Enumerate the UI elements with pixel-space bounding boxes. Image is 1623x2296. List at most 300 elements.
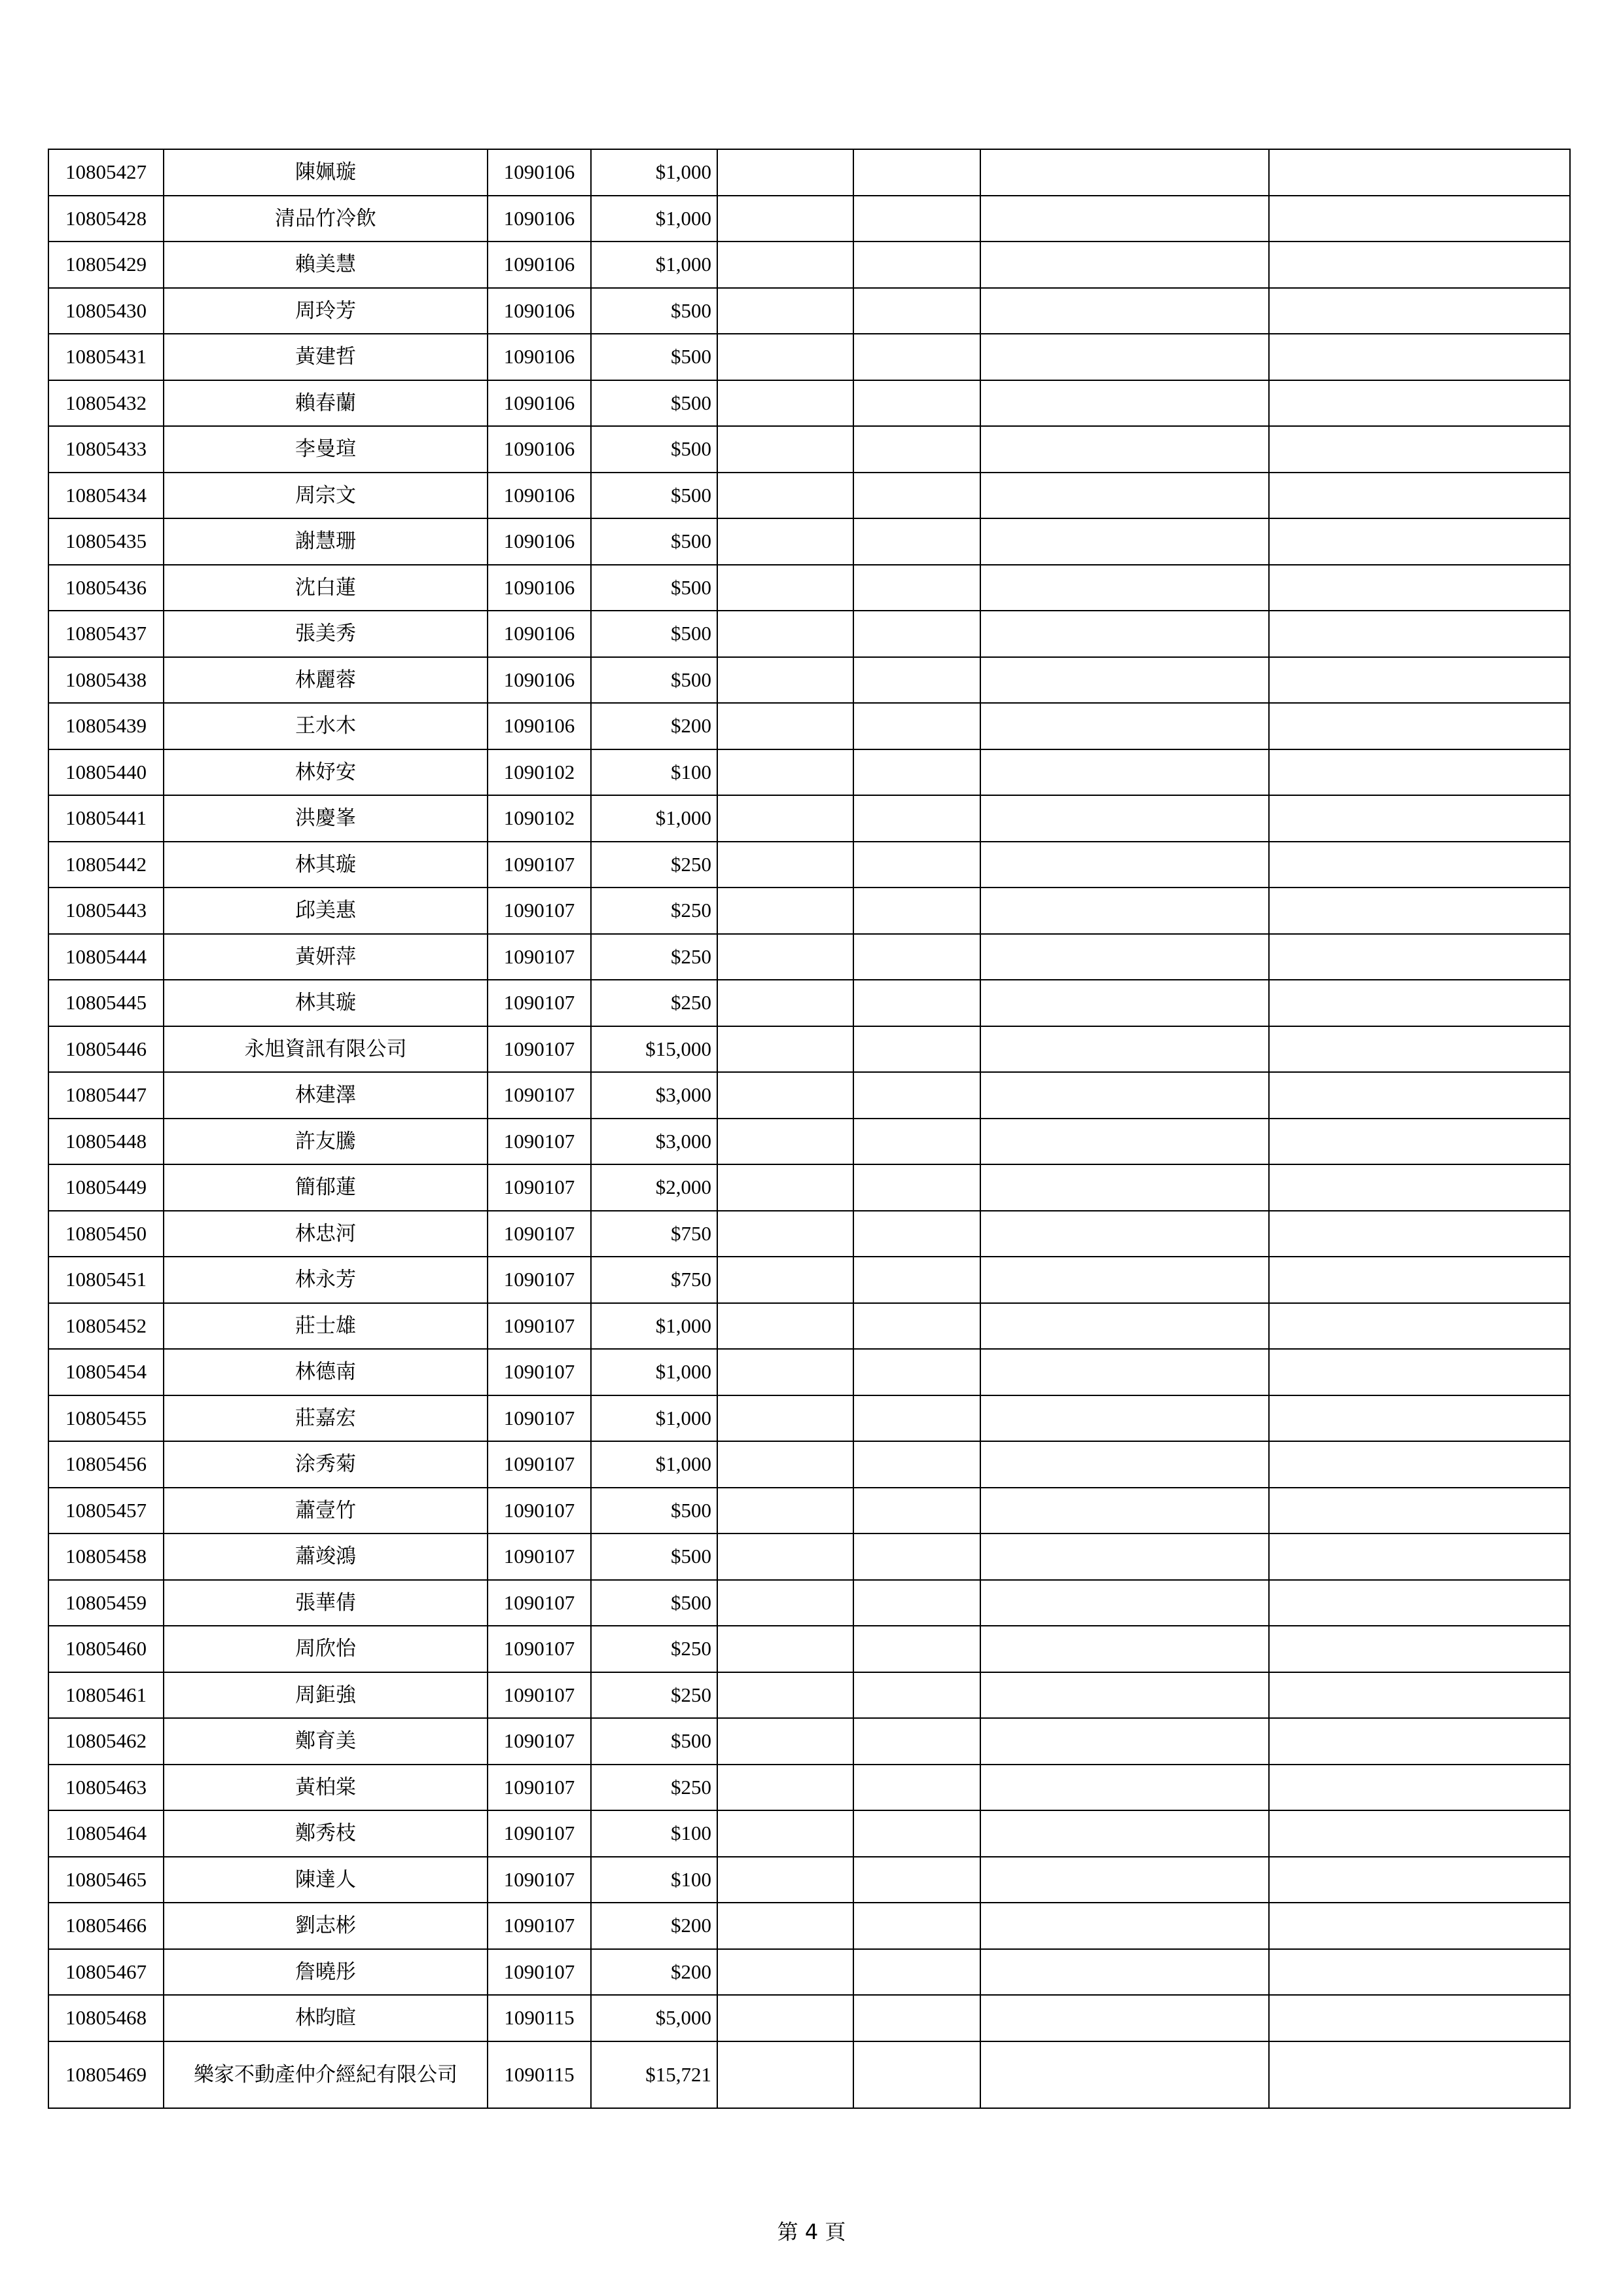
empty-cell [980, 1857, 1269, 1903]
receipt-number-cell: 10805454 [48, 1349, 164, 1395]
empty-cell [1269, 1488, 1570, 1534]
amount-cell: $100 [591, 749, 717, 796]
donor-name-cell: 沈白蓮 [164, 565, 488, 611]
date-cell: 1090106 [488, 426, 591, 473]
empty-cell [1269, 749, 1570, 796]
empty-cell [853, 1810, 980, 1857]
empty-cell [853, 1488, 980, 1534]
empty-cell [1269, 518, 1570, 565]
date-cell: 1090115 [488, 1995, 591, 2041]
donor-name-cell: 李曼瑄 [164, 426, 488, 473]
empty-cell [853, 1026, 980, 1073]
date-cell: 1090106 [488, 657, 591, 704]
empty-cell [717, 565, 853, 611]
table-row [48, 242, 1570, 288]
receipt-number-cell: 10805438 [48, 657, 164, 704]
date-cell: 1090107 [488, 1949, 591, 1996]
date-cell: 1090107 [488, 1441, 591, 1488]
date-cell: 1090107 [488, 1580, 591, 1626]
empty-cell [1269, 1903, 1570, 1949]
date-cell: 1090107 [488, 1718, 591, 1765]
date-cell: 1090107 [488, 980, 591, 1026]
empty-cell [980, 888, 1269, 934]
empty-cell [1269, 980, 1570, 1026]
empty-cell [980, 749, 1269, 796]
empty-cell [853, 1718, 980, 1765]
date-cell: 1090106 [488, 473, 591, 519]
empty-cell [1269, 1580, 1570, 1626]
receipt-number-cell: 10805428 [48, 196, 164, 242]
empty-cell [853, 1441, 980, 1488]
empty-cell [980, 934, 1269, 980]
empty-cell [717, 657, 853, 704]
empty-cell [980, 334, 1269, 380]
empty-cell [1269, 1395, 1570, 1442]
donor-name-cell: 賴春蘭 [164, 380, 488, 427]
donor-name-cell: 周鉅強 [164, 1672, 488, 1719]
empty-cell [1269, 795, 1570, 842]
empty-cell [980, 1765, 1269, 1811]
empty-cell [980, 1718, 1269, 1765]
empty-cell [853, 1626, 980, 1672]
receipt-number-cell: 10805466 [48, 1903, 164, 1949]
date-cell: 1090107 [488, 1349, 591, 1395]
donor-name-cell: 永旭資訊有限公司 [164, 1026, 488, 1073]
empty-cell [980, 1257, 1269, 1303]
donor-name-cell: 林建澤 [164, 1072, 488, 1119]
donor-name-cell: 林麗蓉 [164, 657, 488, 704]
empty-cell [980, 1211, 1269, 1257]
amount-cell: $250 [591, 842, 717, 888]
empty-cell [853, 334, 980, 380]
receipt-number-cell: 10805436 [48, 565, 164, 611]
empty-cell [853, 1164, 980, 1211]
receipt-number-cell: 10805468 [48, 1995, 164, 2041]
empty-cell [980, 1119, 1269, 1165]
empty-cell [717, 1672, 853, 1719]
receipt-number-cell: 10805457 [48, 1488, 164, 1534]
empty-cell [717, 795, 853, 842]
receipt-number-cell: 10805459 [48, 1580, 164, 1626]
empty-cell [980, 1488, 1269, 1534]
amount-cell: $250 [591, 980, 717, 1026]
table-row [48, 149, 1570, 196]
empty-cell [980, 380, 1269, 427]
donor-name-cell: 蕭竣鴻 [164, 1534, 488, 1580]
receipt-number-cell: 10805442 [48, 842, 164, 888]
receipt-number-cell: 10805435 [48, 518, 164, 565]
empty-cell [853, 1303, 980, 1350]
empty-cell [853, 1349, 980, 1395]
empty-cell [853, 888, 980, 934]
donor-name-cell: 林德南 [164, 1349, 488, 1395]
empty-cell [717, 1072, 853, 1119]
amount-cell: $750 [591, 1211, 717, 1257]
empty-cell [1269, 657, 1570, 704]
amount-cell: $750 [591, 1257, 717, 1303]
table-body [48, 149, 1570, 2108]
empty-cell [717, 980, 853, 1026]
date-cell: 1090107 [488, 1534, 591, 1580]
table-row [48, 1626, 1570, 1672]
receipt-number-cell: 10805443 [48, 888, 164, 934]
empty-cell [980, 565, 1269, 611]
empty-cell [853, 196, 980, 242]
receipt-number-cell: 10805450 [48, 1211, 164, 1257]
table-row [48, 1903, 1570, 1949]
donor-name-cell: 黃妍萍 [164, 934, 488, 980]
empty-cell [717, 1211, 853, 1257]
empty-cell [853, 1765, 980, 1811]
date-cell: 1090106 [488, 334, 591, 380]
donor-name-cell: 謝慧珊 [164, 518, 488, 565]
donor-name-cell: 林昀暄 [164, 1995, 488, 2041]
donor-name-cell: 周欣怡 [164, 1626, 488, 1672]
donor-name-cell: 周宗文 [164, 473, 488, 519]
empty-cell [980, 1303, 1269, 1350]
donor-name-cell: 王水木 [164, 703, 488, 749]
empty-cell [853, 611, 980, 657]
receipt-number-cell: 10805449 [48, 1164, 164, 1211]
empty-cell [1269, 1626, 1570, 1672]
receipt-number-cell: 10805467 [48, 1949, 164, 1996]
donor-name-cell: 林其璇 [164, 842, 488, 888]
empty-cell [853, 242, 980, 288]
donor-name-cell: 洪慶峯 [164, 795, 488, 842]
empty-cell [717, 334, 853, 380]
empty-cell [1269, 1534, 1570, 1580]
receipt-number-cell: 10805430 [48, 288, 164, 334]
empty-cell [717, 749, 853, 796]
empty-cell [853, 1119, 980, 1165]
empty-cell [980, 1626, 1269, 1672]
date-cell: 1090107 [488, 934, 591, 980]
date-cell: 1090107 [488, 1672, 591, 1719]
receipt-number-cell: 10805444 [48, 934, 164, 980]
table-row [48, 1349, 1570, 1395]
amount-cell: $100 [591, 1857, 717, 1903]
empty-cell [853, 1534, 980, 1580]
empty-cell [853, 657, 980, 704]
empty-cell [980, 1949, 1269, 1996]
donor-name-cell: 賴美慧 [164, 242, 488, 288]
receipt-number-cell: 10805441 [48, 795, 164, 842]
date-cell: 1090106 [488, 703, 591, 749]
table-row [48, 380, 1570, 427]
donor-name-cell: 清品竹冷飲 [164, 196, 488, 242]
empty-cell [853, 565, 980, 611]
donation-table [48, 149, 1571, 2109]
empty-cell [980, 1026, 1269, 1073]
donor-name-cell: 黃柏棠 [164, 1765, 488, 1811]
table-row [48, 1303, 1570, 1350]
donor-name-cell: 鄭育美 [164, 1718, 488, 1765]
empty-cell [1269, 1672, 1570, 1719]
receipt-number-cell: 10805440 [48, 749, 164, 796]
empty-cell [853, 1903, 980, 1949]
date-cell: 1090106 [488, 288, 591, 334]
empty-cell [853, 1072, 980, 1119]
table-row [48, 1164, 1570, 1211]
date-cell: 1090107 [488, 1257, 591, 1303]
empty-cell [980, 1164, 1269, 1211]
receipt-number-cell: 10805439 [48, 703, 164, 749]
empty-cell [853, 518, 980, 565]
amount-cell: $1,000 [591, 1395, 717, 1442]
receipt-number-cell: 10805464 [48, 1810, 164, 1857]
empty-cell [717, 1903, 853, 1949]
empty-cell [1269, 934, 1570, 980]
empty-cell [717, 842, 853, 888]
empty-cell [717, 242, 853, 288]
amount-cell: $500 [591, 1488, 717, 1534]
empty-cell [717, 1718, 853, 1765]
empty-cell [980, 703, 1269, 749]
empty-cell [980, 1349, 1269, 1395]
date-cell: 1090107 [488, 1303, 591, 1350]
empty-cell [717, 1395, 853, 1442]
empty-cell [980, 1672, 1269, 1719]
empty-cell [717, 1995, 853, 2041]
empty-cell [717, 888, 853, 934]
empty-cell [853, 2041, 980, 2108]
amount-cell: $1,000 [591, 149, 717, 196]
empty-cell [1269, 1857, 1570, 1903]
empty-cell [853, 749, 980, 796]
empty-cell [980, 1072, 1269, 1119]
empty-cell [717, 1810, 853, 1857]
empty-cell [1269, 334, 1570, 380]
empty-cell [980, 1995, 1269, 2041]
date-cell: 1090106 [488, 149, 591, 196]
table-row [48, 1395, 1570, 1442]
empty-cell [717, 1349, 853, 1395]
donor-name-cell: 林其璇 [164, 980, 488, 1026]
empty-cell [1269, 1349, 1570, 1395]
amount-cell: $500 [591, 518, 717, 565]
amount-cell: $500 [591, 473, 717, 519]
receipt-number-cell: 10805431 [48, 334, 164, 380]
receipt-number-cell: 10805456 [48, 1441, 164, 1488]
empty-cell [853, 1580, 980, 1626]
date-cell: 1090107 [488, 888, 591, 934]
empty-cell [980, 1580, 1269, 1626]
table-row [48, 795, 1570, 842]
empty-cell [980, 242, 1269, 288]
amount-cell: $3,000 [591, 1119, 717, 1165]
amount-cell: $250 [591, 1765, 717, 1811]
empty-cell [717, 611, 853, 657]
table-row [48, 473, 1570, 519]
amount-cell: $200 [591, 703, 717, 749]
table-row [48, 2041, 1570, 2108]
empty-cell [853, 380, 980, 427]
donor-name-cell: 涂秀菊 [164, 1441, 488, 1488]
donor-name-cell: 林妤安 [164, 749, 488, 796]
empty-cell [980, 1534, 1269, 1580]
empty-cell [853, 703, 980, 749]
empty-cell [717, 1026, 853, 1073]
table-row [48, 1211, 1570, 1257]
empty-cell [717, 1580, 853, 1626]
table-row [48, 980, 1570, 1026]
donor-name-cell: 劉志彬 [164, 1903, 488, 1949]
date-cell: 1090107 [488, 1211, 591, 1257]
receipt-number-cell: 10805448 [48, 1119, 164, 1165]
table-row [48, 1857, 1570, 1903]
document-page [48, 149, 1569, 2109]
empty-cell [980, 149, 1269, 196]
amount-cell: $250 [591, 934, 717, 980]
donor-name-cell: 邱美惠 [164, 888, 488, 934]
empty-cell [853, 842, 980, 888]
amount-cell: $500 [591, 611, 717, 657]
table-row [48, 1672, 1570, 1719]
empty-cell [980, 1903, 1269, 1949]
amount-cell: $200 [591, 1949, 717, 1996]
empty-cell [980, 1810, 1269, 1857]
empty-cell [853, 1857, 980, 1903]
amount-cell: $1,000 [591, 1303, 717, 1350]
donor-name-cell: 詹曉彤 [164, 1949, 488, 1996]
table-row [48, 1580, 1570, 1626]
empty-cell [717, 380, 853, 427]
empty-cell [853, 1257, 980, 1303]
empty-cell [717, 426, 853, 473]
receipt-number-cell: 10805455 [48, 1395, 164, 1442]
receipt-number-cell: 10805427 [48, 149, 164, 196]
date-cell: 1090107 [488, 1810, 591, 1857]
empty-cell [1269, 1949, 1570, 1996]
donor-name-cell: 陳達人 [164, 1857, 488, 1903]
empty-cell [980, 611, 1269, 657]
amount-cell: $15,721 [591, 2041, 717, 2108]
date-cell: 1090102 [488, 795, 591, 842]
empty-cell [1269, 565, 1570, 611]
receipt-number-cell: 10805446 [48, 1026, 164, 1073]
receipt-number-cell: 10805432 [48, 380, 164, 427]
empty-cell [1269, 1164, 1570, 1211]
amount-cell: $500 [591, 1580, 717, 1626]
empty-cell [1269, 1995, 1570, 2041]
empty-cell [717, 288, 853, 334]
empty-cell [1269, 426, 1570, 473]
table-row [48, 1534, 1570, 1580]
empty-cell [980, 1441, 1269, 1488]
donor-name-cell: 陳姵璇 [164, 149, 488, 196]
empty-cell [980, 980, 1269, 1026]
empty-cell [717, 1303, 853, 1350]
date-cell: 1090107 [488, 1626, 591, 1672]
donor-name-cell: 蕭壹竹 [164, 1488, 488, 1534]
empty-cell [717, 518, 853, 565]
empty-cell [1269, 288, 1570, 334]
table-row [48, 1995, 1570, 2041]
date-cell: 1090107 [488, 842, 591, 888]
empty-cell [980, 1395, 1269, 1442]
empty-cell [1269, 1810, 1570, 1857]
receipt-number-cell: 10805463 [48, 1765, 164, 1811]
amount-cell: $500 [591, 380, 717, 427]
empty-cell [1269, 1026, 1570, 1073]
date-cell: 1090106 [488, 380, 591, 427]
table-row [48, 749, 1570, 796]
table-row [48, 1072, 1570, 1119]
amount-cell: $15,000 [591, 1026, 717, 1073]
empty-cell [717, 1765, 853, 1811]
amount-cell: $500 [591, 657, 717, 704]
empty-cell [717, 2041, 853, 2108]
donor-name-cell: 簡郁蓮 [164, 1164, 488, 1211]
amount-cell: $250 [591, 888, 717, 934]
table-row [48, 1488, 1570, 1534]
amount-cell: $1,000 [591, 1349, 717, 1395]
empty-cell [853, 473, 980, 519]
donor-name-cell: 莊嘉宏 [164, 1395, 488, 1442]
date-cell: 1090102 [488, 749, 591, 796]
date-cell: 1090115 [488, 2041, 591, 2108]
empty-cell [1269, 1441, 1570, 1488]
amount-cell: $500 [591, 426, 717, 473]
empty-cell [717, 1626, 853, 1672]
table-row [48, 1026, 1570, 1073]
empty-cell [717, 1164, 853, 1211]
empty-cell [980, 518, 1269, 565]
amount-cell: $250 [591, 1672, 717, 1719]
empty-cell [853, 149, 980, 196]
empty-cell [853, 288, 980, 334]
donor-name-cell: 林永芳 [164, 1257, 488, 1303]
receipt-number-cell: 10805462 [48, 1718, 164, 1765]
table-row [48, 334, 1570, 380]
empty-cell [717, 1949, 853, 1996]
amount-cell: $500 [591, 1718, 717, 1765]
empty-cell [853, 1395, 980, 1442]
receipt-number-cell: 10805465 [48, 1857, 164, 1903]
receipt-number-cell: 10805429 [48, 242, 164, 288]
table-row [48, 611, 1570, 657]
empty-cell [980, 426, 1269, 473]
empty-cell [853, 1949, 980, 1996]
table-row [48, 1949, 1570, 1996]
empty-cell [1269, 1765, 1570, 1811]
empty-cell [1269, 1119, 1570, 1165]
amount-cell: $3,000 [591, 1072, 717, 1119]
donor-name-cell: 鄭秀枝 [164, 1810, 488, 1857]
empty-cell [1269, 473, 1570, 519]
empty-cell [980, 288, 1269, 334]
donor-name-cell: 林忠河 [164, 1211, 488, 1257]
table-row [48, 1119, 1570, 1165]
empty-cell [853, 426, 980, 473]
amount-cell: $100 [591, 1810, 717, 1857]
empty-cell [717, 196, 853, 242]
empty-cell [853, 1211, 980, 1257]
empty-cell [717, 1119, 853, 1165]
page-number: 第 4 頁 [777, 2219, 846, 2244]
amount-cell: $500 [591, 334, 717, 380]
donor-name-cell: 周玲芳 [164, 288, 488, 334]
table-row [48, 657, 1570, 704]
empty-cell [717, 934, 853, 980]
table-row [48, 1718, 1570, 1765]
date-cell: 1090106 [488, 518, 591, 565]
receipt-number-cell: 10805447 [48, 1072, 164, 1119]
date-cell: 1090107 [488, 1488, 591, 1534]
empty-cell [980, 842, 1269, 888]
table-row [48, 888, 1570, 934]
empty-cell [1269, 2041, 1570, 2108]
